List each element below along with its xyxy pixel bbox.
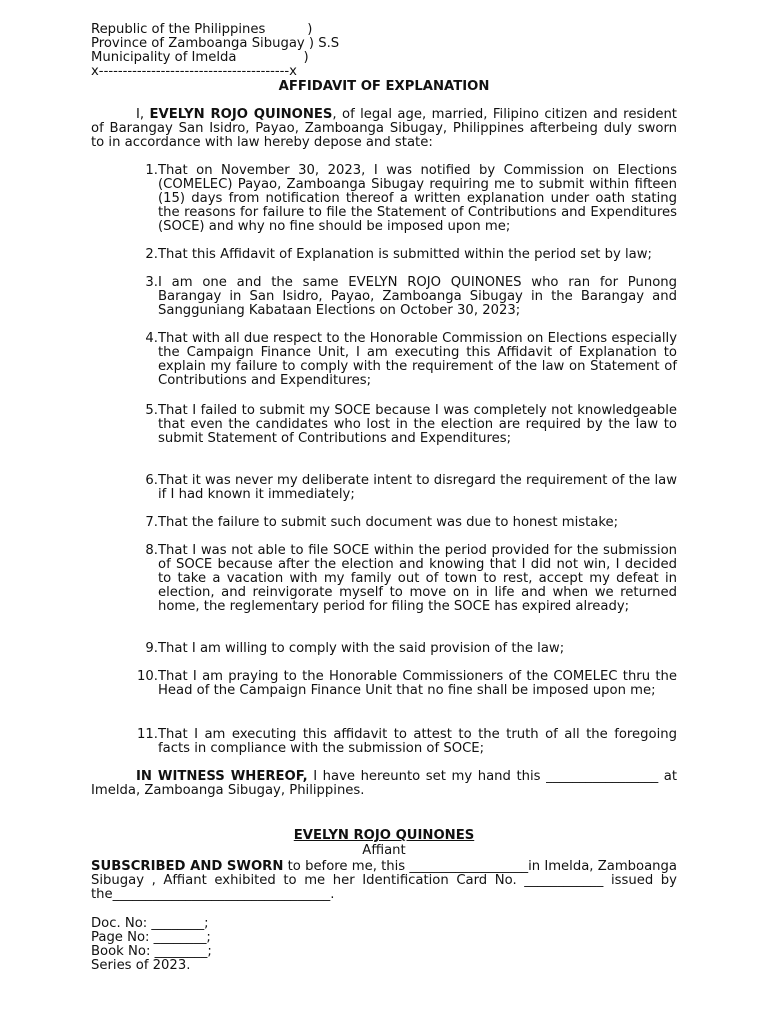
signatory-role: Affiant bbox=[362, 843, 406, 858]
list-item-8 bbox=[91, 544, 677, 614]
witness-paragraph bbox=[91, 770, 677, 798]
affiant-signature-name: EVELYN ROJO QUINONES bbox=[293, 828, 475, 843]
notarial-series: Series of 2023. bbox=[91, 958, 191, 973]
list-item-4 bbox=[91, 332, 677, 388]
list-item-5 bbox=[91, 404, 677, 446]
affiant-name: EVELYN ROJO QUINONES bbox=[149, 107, 333, 122]
item-number: 9. bbox=[145, 641, 158, 656]
list-item-11 bbox=[91, 728, 677, 756]
intro-text: , of legal age, married, Filipino citizen and resident of Barangay San Isidro, Payao, Zamboanga Sibugay, Philippines afterbeing duly sworn to in accordance with law hereby depose and state: bbox=[91, 107, 677, 150]
signatory-name bbox=[91, 829, 677, 843]
item-text: That on November 30, 2023, I was notified by Commission on Elections (COMELEC) Payao, Zamboanga Sibugay requiring me to submit within fifteen (15) days from notification thereof a written explanation under oath stating the reasons for failure to file the Statement of Contributions and Expenditures (SOCE) and why no fine should be imposed upon me; bbox=[158, 163, 677, 234]
jurat-text: to before me, this __________________in Imelda, Zamboanga Sibugay , Affiant exhibited to me her Identification Card No. ____________ issued by the_________________________________. bbox=[91, 859, 677, 902]
item-number: 8. bbox=[145, 543, 158, 558]
intro-paragraph bbox=[91, 108, 677, 150]
list-item-9 bbox=[91, 642, 677, 656]
item-number: 7. bbox=[145, 515, 158, 530]
item-number: 6. bbox=[145, 473, 158, 488]
item-number: 1. bbox=[145, 163, 158, 178]
item-number: 10. bbox=[137, 669, 158, 684]
caption-line-municipality: Municipality of Imelda ) bbox=[91, 50, 313, 65]
item-number: 5. bbox=[145, 403, 158, 418]
list-item-3 bbox=[91, 276, 677, 318]
item-text: That I am praying to the Honorable Commissioners of the COMELEC thru the Head of the Campaign Finance Unit that no fine shall be imposed upon me; bbox=[158, 669, 677, 698]
venue-caption bbox=[91, 23, 677, 79]
list-item-10 bbox=[91, 670, 677, 698]
list-item-6 bbox=[91, 474, 677, 502]
item-number: 4. bbox=[145, 331, 158, 346]
item-text: That this Affidavit of Explanation is submitted within the period set by law; bbox=[158, 247, 652, 262]
item-number: 3. bbox=[145, 275, 158, 290]
list-item-1 bbox=[91, 164, 677, 234]
item-number: 11. bbox=[137, 727, 158, 742]
item-text: That I was not able to file SOCE within the period provided for the submission of SOCE because after the election and knowing that I did not win, I decided to take a vacation with my family out of town to rest, accept my defeat in election, and reinvigorate myself to move on in life and when we returned home, the reglementary period for filing the SOCE has expired already; bbox=[158, 543, 677, 614]
item-number: 2. bbox=[145, 247, 158, 262]
list-item-2 bbox=[91, 248, 677, 262]
caption-line-province: Province of Zamboanga Sibugay ) S.S bbox=[91, 36, 340, 51]
item-text: That I failed to submit my SOCE because I was completely not knowledgeable that even the candidates who lost in the election are required by the law to submit Statement of Contributions and Expenditures; bbox=[158, 403, 677, 446]
item-text: I am one and the same EVELYN ROJO QUINONES who ran for Punong Barangay in San Isidro, Payao, Zamboanga Sibugay in the Barangay and Sangguniang Kabataan Elections on October 30, 2023; bbox=[158, 275, 677, 318]
list-item-7 bbox=[91, 516, 677, 530]
intro-prefix: I, bbox=[136, 107, 150, 122]
item-text: That I am willing to comply with the said provision of the law; bbox=[158, 641, 565, 656]
jurat-lead: SUBSCRIBED AND SWORN bbox=[91, 859, 284, 874]
notarial-book-no: Book No: ________; bbox=[91, 944, 212, 959]
item-text: That I am executing this affidavit to attest to the truth of all the foregoing facts in compliance with the submission of SOCE; bbox=[158, 727, 677, 756]
caption-line-republic: Republic of the Philippines ) bbox=[91, 22, 313, 37]
jurat-paragraph bbox=[91, 860, 677, 902]
witness-text: I have hereunto set my hand this _________________ at Imelda, Zamboanga Sibugay, Philippines. bbox=[91, 769, 678, 798]
witness-lead: IN WITNESS WHEREOF, bbox=[136, 769, 308, 784]
notarial-doc-no: Doc. No: ________; bbox=[91, 916, 209, 931]
item-text: That it was never my deliberate intent to disregard the requirement of the law if I had known it immediately; bbox=[158, 473, 677, 502]
item-text: That the failure to submit such document was due to honest mistake; bbox=[158, 515, 619, 530]
item-text: That with all due respect to the Honorable Commission on Elections especially the Campaign Finance Unit, I am executing this Affidavit of Explanation to explain my failure to comply with the requirement of the law on Statement of Contributions and Expenditures; bbox=[158, 331, 677, 388]
notarial-page-no: Page No: ________; bbox=[91, 930, 211, 945]
caption-separator: x----------------------------------------x bbox=[91, 64, 297, 79]
document-title: AFFIDAVIT OF EXPLANATION bbox=[278, 79, 490, 94]
